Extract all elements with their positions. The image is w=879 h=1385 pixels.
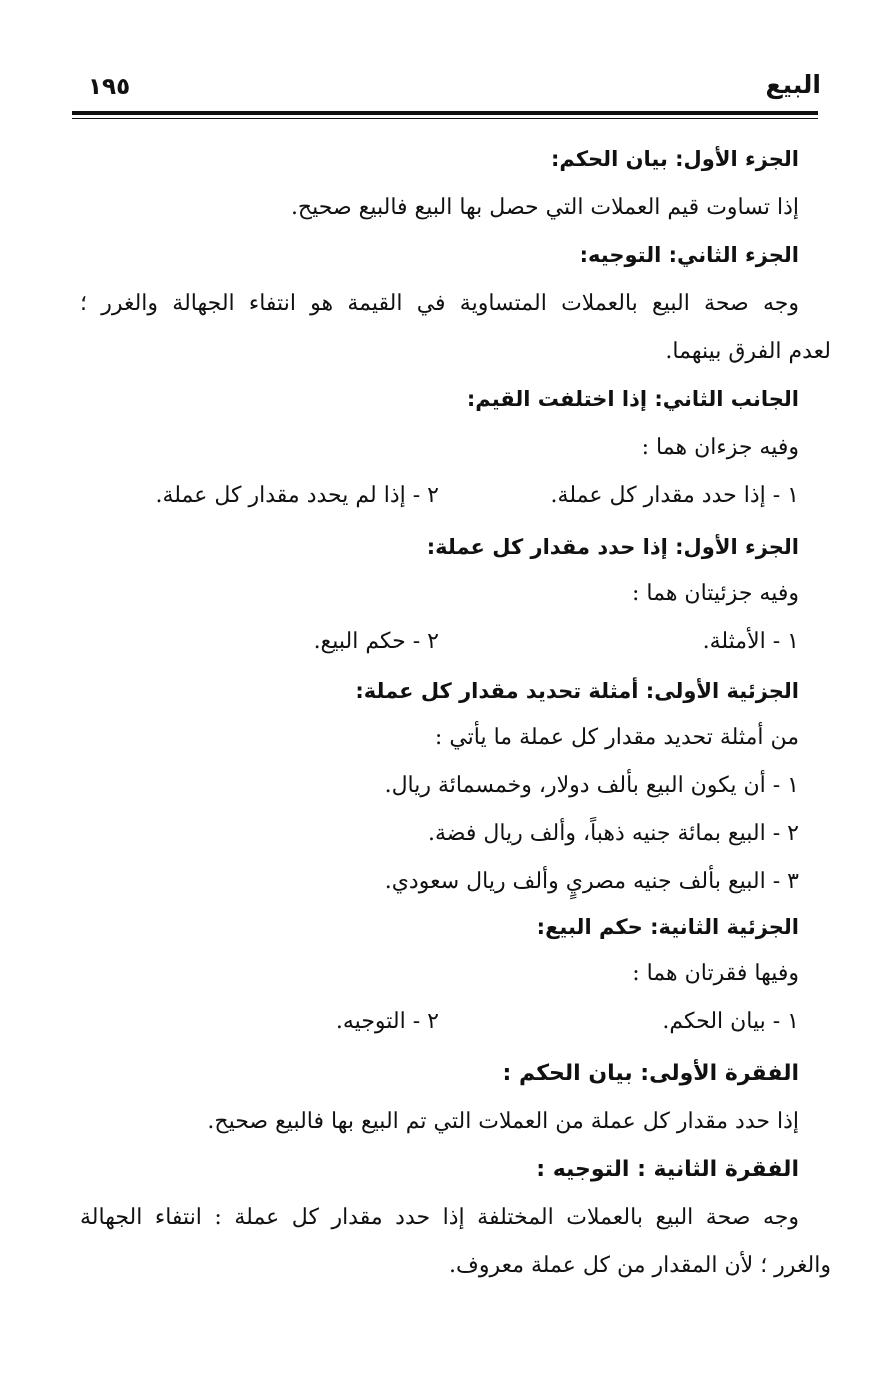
header-rule-thin <box>72 118 818 119</box>
paragraph-final-line1: وجه صحة البيع بالعملات المختلفة إذا حدد مقدار كل عملة : انتفاء الجهالة <box>80 1205 799 1230</box>
item-text: - البيع بمائة جنيه ذهباً، وألف ريال فضة. <box>427 821 781 846</box>
item-number: ٢ <box>787 821 799 846</box>
paragraph-examples-intro: من أمثلة تحديد مقدار كل عملة ما يأتي : <box>434 725 799 750</box>
example-item <box>385 869 799 894</box>
list-item <box>155 483 439 508</box>
item-number: ١ <box>787 483 799 508</box>
heading-first-subpart-examples: الجزئية الأولى: أمثلة تحديد مقدار كل عملة: <box>355 679 799 703</box>
item-text: - إذا حدد مقدار كل عملة. <box>550 483 781 508</box>
item-number: ١ <box>787 1009 799 1034</box>
item-number: ٣ <box>787 869 799 894</box>
running-header-title: البيع <box>765 70 821 99</box>
item-text: - بيان الحكم. <box>662 1009 781 1034</box>
item-number: ٢ <box>427 629 439 654</box>
item-text: - التوجيه. <box>335 1009 421 1034</box>
item-number: ٢ <box>427 483 439 508</box>
item-number: ١ <box>787 773 799 798</box>
item-number: ٢ <box>427 1009 439 1034</box>
heading-second-side: الجانب الثاني: إذا اختلفت القيم: <box>466 387 799 411</box>
list-item <box>662 1009 799 1034</box>
paragraph-two-parts: وفيه جزءان هما : <box>641 435 799 460</box>
list-item <box>551 483 799 508</box>
item-text: - حكم البيع. <box>313 629 421 654</box>
paragraph-ruling-valid: إذا حدد مقدار كل عملة من العملات التي تم البيع بها فالبيع صحيح. <box>207 1109 799 1134</box>
item-text: - إذا لم يحدد مقدار كل عملة. <box>155 483 421 508</box>
paragraph-ruling: إذا تساوت قيم العملات التي حصل بها البيع فالبيع صحيح. <box>290 195 799 220</box>
heading-part-two-justification: الجزء الثاني: التوجيه: <box>579 243 799 267</box>
heading-second-subpart-ruling: الجزئية الثانية: حكم البيع: <box>536 915 799 939</box>
heading-part-one-ruling: الجزء الأول: بيان الحكم: <box>550 147 799 171</box>
paragraph-two-subparts: وفيه جزئيتان هما : <box>632 581 799 606</box>
item-text: - أن يكون البيع بألف دولار، وخمسمائة ريال. <box>384 773 781 798</box>
list-item <box>314 629 439 654</box>
list-item <box>336 1009 439 1034</box>
paragraph-final-line2: والغرر ؛ لأن المقدار من كل عملة معروف. <box>449 1253 831 1278</box>
heading-first-paragraph-ruling: الفقرة الأولى: بيان الحكم : <box>502 1061 799 1086</box>
header-rule-thick <box>72 111 818 115</box>
paragraph-justification-line2: لعدم الفرق بينهما. <box>665 339 831 364</box>
paragraph-two-paragraphs: وفيها فقرتان هما : <box>632 961 799 986</box>
item-text: - البيع بألف جنيه مصريٍ وألف ريال سعودي. <box>384 869 781 894</box>
heading-part-one-amount: الجزء الأول: إذا حدد مقدار كل عملة: <box>426 535 799 559</box>
item-number: ١ <box>787 629 799 654</box>
paragraph-justification-line1: وجه صحة البيع بالعملات المتساوية في القيمة هو انتفاء الجهالة والغرر ؛ <box>80 291 799 316</box>
example-item <box>385 773 799 798</box>
heading-second-paragraph-justification: الفقرة الثانية : التوجيه : <box>536 1157 799 1182</box>
example-item <box>428 821 799 846</box>
page-number: ١٩٥ <box>88 74 131 100</box>
item-text: - الأمثلة. <box>702 629 781 654</box>
list-item <box>703 629 799 654</box>
